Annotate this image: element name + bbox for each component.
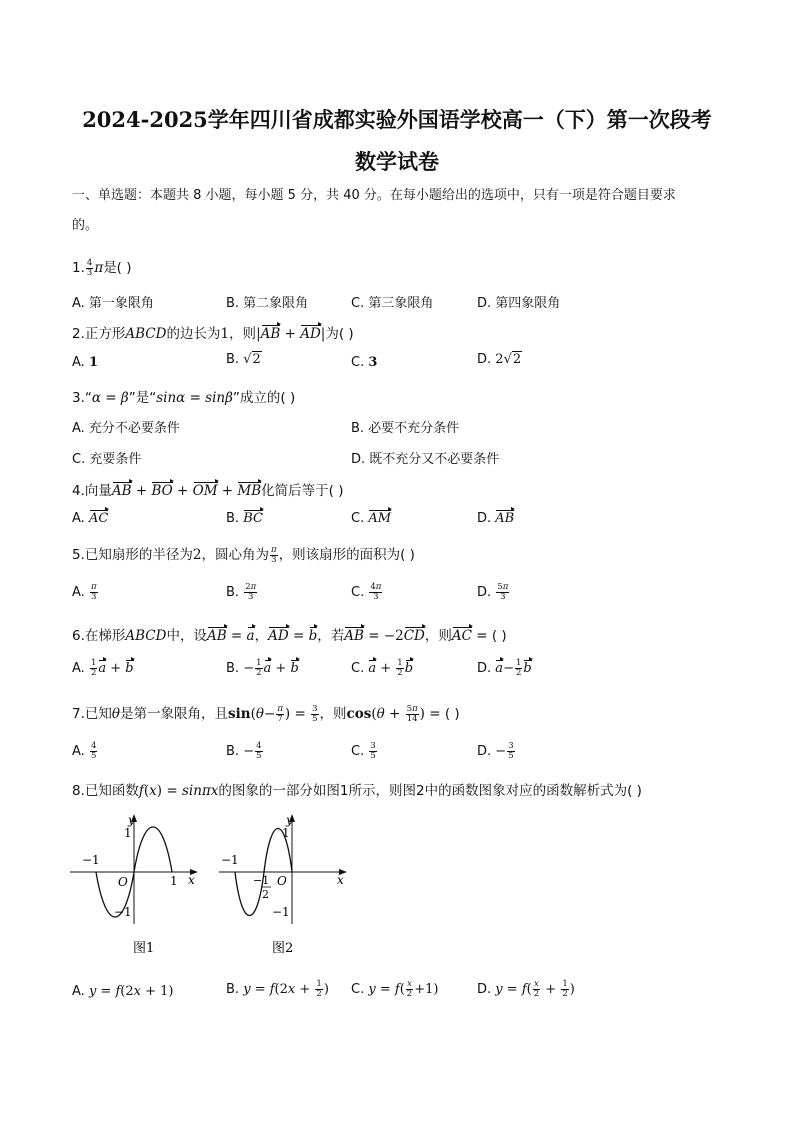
q8-option-c[interactable]: C. y = f( $\frac{x}{2}$ +1) [351,979,439,999]
question-4: 4.向量AB + BO + OM + MB化简后等于( ) [72,483,344,499]
q2-text-b: 的边长为 [166,326,221,342]
page-title: 2024-2025学年四川省成都实验外国语学校高一（下）第一次段考 [82,107,712,132]
q1-number: 1. [72,260,85,276]
section-heading-cont: 的。 [72,218,99,233]
q6-number: 6. [72,628,85,644]
q4-option-c[interactable]: C. AM [351,511,392,526]
q2-text-c: ，则 [229,326,257,342]
q7-number: 7. [72,706,85,722]
q2-option-a[interactable]: A. 1 [72,355,98,370]
fig2-caption: 图2 [272,941,294,956]
q8-text-a: 已知函数 [84,783,139,799]
q1-frac: $\frac{4}{3}$ [86,257,93,278]
q5-text-c: ，则该扇形的面积为( ) [278,547,415,563]
fig1-y-label: y [128,813,135,827]
q6-text-b: 中，设 [166,628,207,644]
q1-option-c[interactable]: C. 第三象限角 [351,296,434,311]
q1-tail: 是( ) [103,260,132,276]
q3-option-c[interactable]: C. 充要条件 [72,452,142,467]
question-6: 6.在梯形ABCD中，设AB = a，AD = b，若AB = −2CD，则AC = ( ) [72,628,507,644]
q3-option-d[interactable]: D. 既不充分又不必要条件 [351,452,500,467]
q1-option-b[interactable]: B. 第二象限角 [226,296,309,311]
q7-option-d[interactable]: D. − $\frac{3}{5}$ [477,741,514,761]
q6-text-c: ， [254,628,269,644]
q2-number: 2. [72,326,85,342]
q7-text-a: 已知 [84,706,112,722]
q4-text-b: 化简后等于( ) [261,483,344,499]
q4-number: 4. [72,483,85,499]
q5-option-b[interactable]: B. $\frac{2\pi}{3}$ [226,582,257,602]
question-7: 7.已知θ是第一象限角，且sin(θ− $\frac{\pi}{7}$ ) = $\frac{3}{5}$ ，则cos(θ + $\frac{5\pi}{14}$ ) = ( ) [72,703,460,724]
q6-text-e: ，则 [424,628,452,644]
q5-option-d[interactable]: D. $\frac{5\pi}{3}$ [477,582,509,602]
q3-number: 3. [72,390,85,406]
fig2-x-label: x [337,873,344,887]
q3-text-b: ”是“ [128,390,157,406]
q3-text-c: ”成立的( ) [232,390,296,406]
q1-option-d[interactable]: D. 第四象限角 [477,296,561,311]
figure-2-graph [215,812,355,972]
q7-text-b: 是第一象限角，且 [120,706,229,722]
fig2-label-neg-half-den: 2 [262,888,269,901]
q2-option-d[interactable]: D. 2√2 [477,352,522,367]
section-heading: 一、单选题：本题共 8 小题，每小题 5 分，共 40 分。在每小题给出的选项中，只有一项是符合题目要求 [72,188,676,203]
q3-option-a[interactable]: A. 充分不必要条件 [72,421,180,436]
question-1: 1. $\frac{4}{3}$ π是( ) [72,257,132,278]
q4-text-a: 向量 [84,483,112,499]
fig2-label-1: 1 [282,826,290,840]
q7-option-a[interactable]: A. $\frac{4}{5}$ [72,741,97,761]
q2-option-c[interactable]: C. 3 [351,355,378,370]
q8-option-d[interactable]: D. y = f( $\frac{x}{2}$ + $\frac{1}{2}$ ) [477,979,575,999]
q5-text-a: 已知扇形的半径为 [84,547,193,563]
q4-option-a[interactable]: A. AC [72,511,109,526]
q5-option-c[interactable]: C. $\frac{4\pi}{3}$ [351,582,382,602]
q6-option-d[interactable]: D. a− $\frac{1}{2}$ b [477,658,532,678]
fig1-label-1: 1 [124,826,132,840]
q6-option-b[interactable]: B. − $\frac{1}{2}$ a + b [226,658,299,678]
q2-text-d: 为( ) [325,326,354,342]
q8-text-b: 的图象的一部分如图1所示，则图2中的函数图象对应的函数解析式为( ) [218,783,642,799]
fig1-label-neg1-y: −1 [114,905,132,919]
question-8: 8.已知函数f(x) = sinπx的图象的一部分如图1所示，则图2中的函数图象对应的函数解析式为( ) [72,783,642,799]
q8-number: 8. [72,783,85,799]
q5-number: 5. [72,547,85,563]
q5-text-b: ，圆心角为 [201,547,269,563]
q7-option-b[interactable]: B. − $\frac{4}{5}$ [226,741,262,761]
figure-1-graph [66,812,206,972]
q8-option-b[interactable]: B. y = f(2x + $\frac{1}{2}$ ) [226,979,329,999]
fig1-label-1-x: 1 [170,874,178,888]
q3-text-a: “ [84,390,92,406]
q3-option-b[interactable]: B. 必要不充分条件 [351,421,460,436]
fig2-label-neg-half-num: −1 [253,874,270,887]
q6-text-f: ( ) [491,628,507,644]
q4-option-d[interactable]: D. AB [477,511,515,526]
q7-text-d: ( ) [444,706,460,722]
fig1-x-label: x [188,873,195,887]
fig2-y-label: y [286,813,293,827]
q2-option-b[interactable]: B. √2 [226,352,261,367]
q1-option-a[interactable]: A. 第一象限角 [72,296,154,311]
q6-text-d: ，若 [317,628,345,644]
q7-option-c[interactable]: C. $\frac{3}{5}$ [351,741,376,761]
question-5: 5.已知扇形的半径为2，圆心角为 $\frac{\pi}{3}$ ，则该扇形的面积为( ) [72,544,415,565]
fig2-label-neg1-x: −1 [221,853,239,867]
q6-option-a[interactable]: A. $\frac{1}{2}$ a + b [72,658,134,678]
fig1-caption: 图1 [133,941,155,956]
fig1-origin: O [118,875,128,889]
q2-text-a: 正方形 [84,326,126,342]
fig2-origin: O [277,874,287,888]
q5-option-a[interactable]: A. $\frac{\pi}{3}$ [72,582,97,602]
q4-option-b[interactable]: B. BC [226,511,263,526]
q8-option-a[interactable]: A. y = f(2x + 1) [72,984,174,999]
page-subtitle: 数学试卷 [355,149,439,174]
q6-option-c[interactable]: C. a + $\frac{1}{2}$ b [351,658,414,678]
fig2-label-neg1-y: −1 [272,905,290,919]
q7-text-c: ，则 [319,706,347,722]
question-2: 2.正方形ABCD的边长为1，则|AB + AD|为( ) [72,326,354,342]
fig1-label-neg1-x: −1 [82,853,100,867]
q6-text-a: 在梯形 [84,628,126,644]
question-3: 3.“α = β”是“sinα = sinβ”成立的( ) [72,390,296,406]
